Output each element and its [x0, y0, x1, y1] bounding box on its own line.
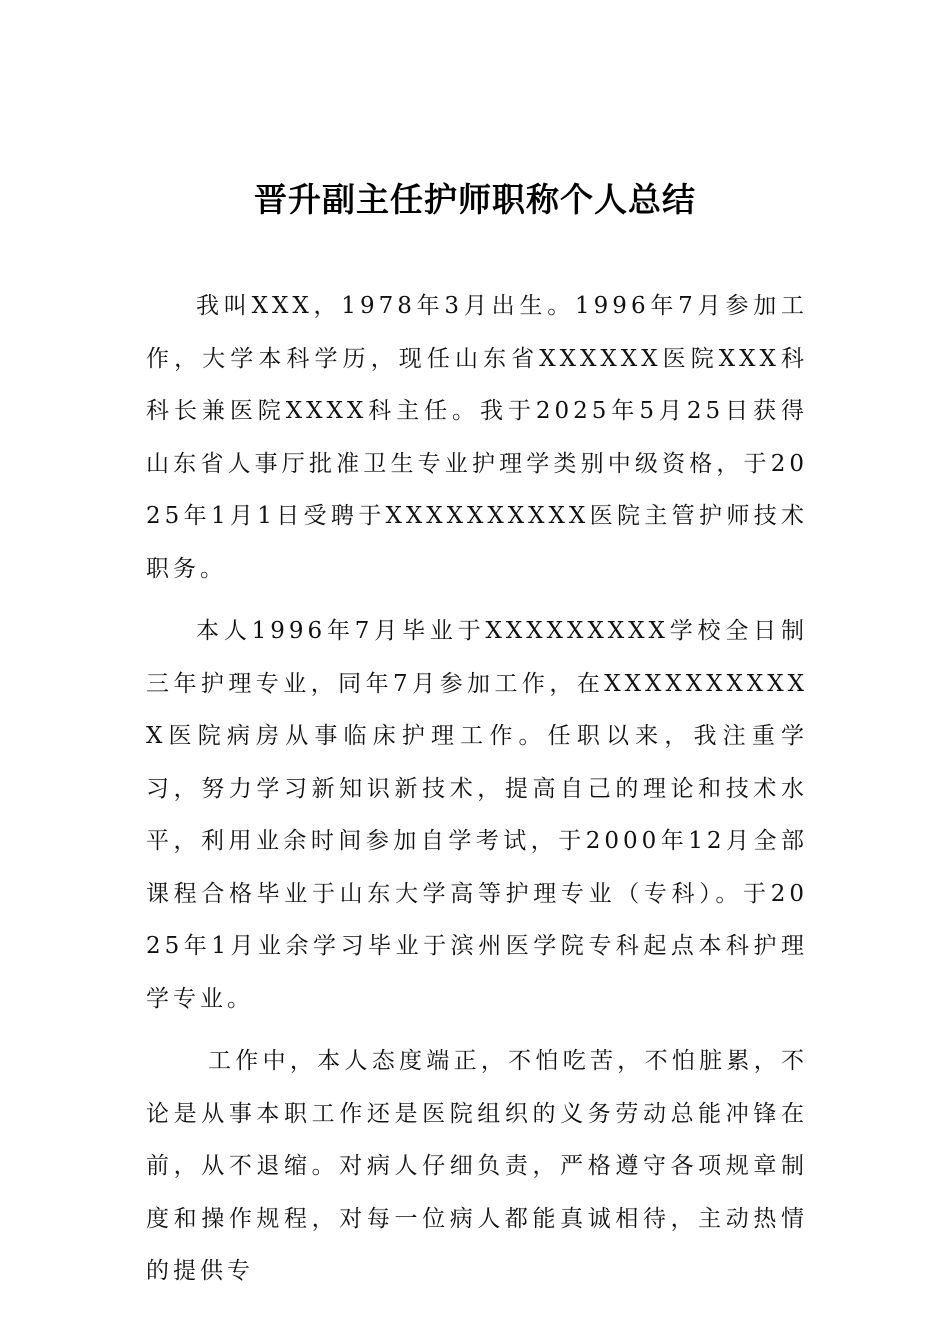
paragraph-personal-info: 我叫XXX，1978年3月出生。1996年7月参加工作，大学本科学历，现任山东省XXXXXX医院XXX科科长兼医院XXXX科主任。我于2025年5月25日获得山东省人事厅批准卫生专业护理学类别中级资格，于2025年1月1日受聘于XXXXXXXXXX医院主管护师技术职务。 [146, 293, 808, 582]
document-body [146, 280, 808, 1308]
document-title: 晋升副主任护师职称个人总结 [254, 180, 696, 220]
paragraph-education: 本人1996年7月毕业于XXXXXXXXX学校全日制三年护理专业，同年7月参加工作，在XXXXXXXXXXX医院病房从事临床护理工作。任职以来，我注重学习，努力学习新知识新技术，提高自己的理论和技术水平，利用业余时间参加自学考试，于2000年12月全部课程合格毕业于山东大学高等护理专业（专科）。于2025年1月业余学习毕业于滨州医学院专科起点本科护理学专业。 [146, 618, 808, 1012]
paragraph-work-attitude: 工作中，本人态度端正，不怕吃苦，不怕脏累，不论是从事本职工作还是医院组织的义务劳动总能冲锋在前，从不退缩。对病人仔细负责，严格遵守各项规章制度和操作规程，对每一位病人都能真诚相待，主动热情的提供专 [146, 1048, 808, 1284]
